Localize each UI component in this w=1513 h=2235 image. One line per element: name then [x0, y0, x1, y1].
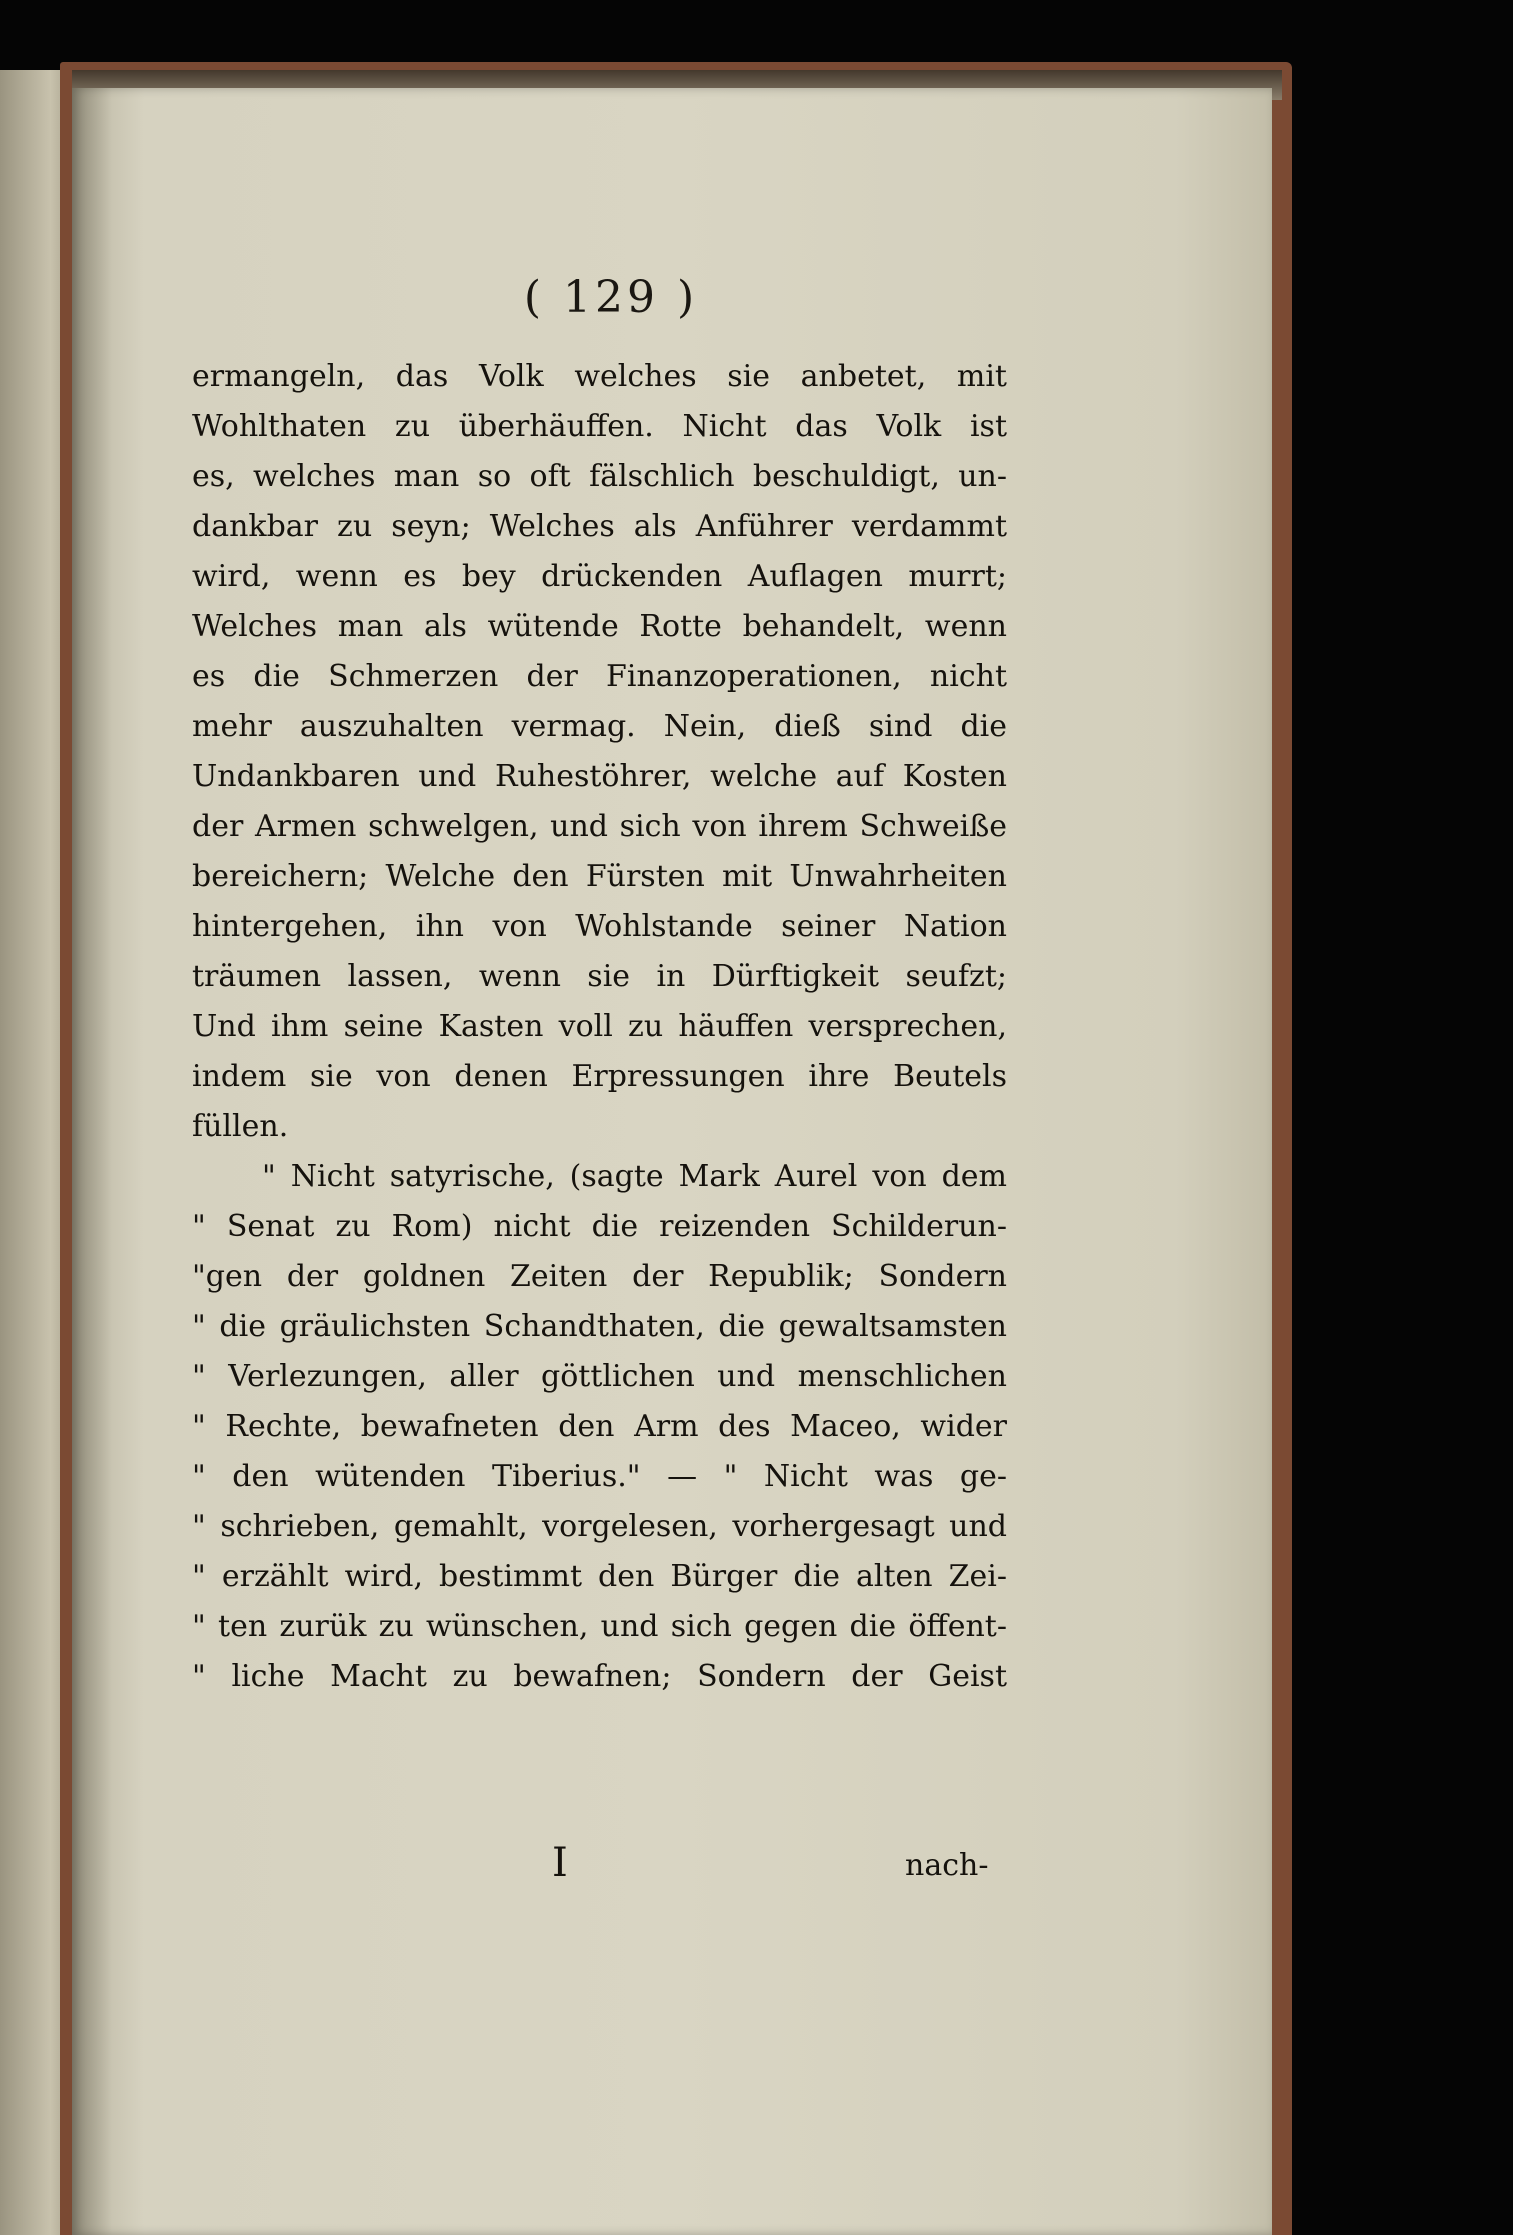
- quote-line: " liche Macht zu bewafnen; Sondern der Geist: [192, 1659, 1007, 1694]
- quote-line: "gen der goldnen Zeiten der Republik; Sondern: [192, 1259, 1007, 1294]
- text-line: Welches man als wütende Rotte behandelt, wenn: [192, 609, 1007, 644]
- text-line: indem sie von denen Erpressungen ihre Beutels: [192, 1059, 1007, 1094]
- text-line: hintergehen, ihn von Wohlstande seiner Nation: [192, 909, 1007, 944]
- quote-line: " ten zurük zu wünschen, und sich gegen die öffent-: [192, 1609, 1007, 1644]
- quote-line: " Senat zu Rom) nicht die reizenden Schilderun-: [192, 1209, 1007, 1244]
- text-line: träumen lassen, wenn sie in Dürftigkeit seufzt;: [192, 959, 1007, 994]
- quote-line: " die gräulichsten Schandthaten, die gewaltsamsten: [192, 1309, 1007, 1344]
- text-line: es die Schmerzen der Finanzoperationen, nicht: [192, 659, 1007, 694]
- catchword: nach-: [905, 1848, 989, 1883]
- text-line: wird, wenn es bey drückenden Auflagen murrt;: [192, 559, 1007, 594]
- quote-line: " Nicht satyrische, (sagte Mark Aurel von dem: [262, 1159, 1007, 1194]
- page-number: ( 129 ): [523, 272, 699, 323]
- text-line: ermangeln, das Volk welches sie anbetet, mit: [192, 359, 1007, 394]
- text-line: Wohlthaten zu überhäuffen. Nicht das Volk ist: [192, 409, 1007, 444]
- text-line: Undankbaren und Ruhestöhrer, welche auf Kosten: [192, 759, 1007, 794]
- text-line: Und ihm seine Kasten voll zu häuffen versprechen,: [192, 1009, 1007, 1044]
- quote-line: " erzählt wird, bestimmt den Bürger die alten Zei-: [192, 1559, 1007, 1594]
- text-line: es, welches man so oft fälschlich beschuldigt, un-: [192, 459, 1007, 494]
- body-text: [192, 352, 1007, 1702]
- text-line: dankbar zu seyn; Welches als Anführer verdammt: [192, 509, 1007, 544]
- gutter-shadow: [72, 88, 112, 2235]
- quote-line: " schrieben, gemahlt, vorgelesen, vorhergesagt und: [192, 1509, 1007, 1544]
- text-line: mehr auszuhalten vermag. Nein, dieß sind die: [192, 709, 1007, 744]
- signature-mark: I: [552, 1840, 568, 1886]
- quote-line: " den wütenden Tiberius." — " Nicht was ge-: [192, 1459, 1007, 1494]
- text-line: der Armen schwelgen, und sich von ihrem Schweiße: [192, 809, 1007, 844]
- text-line: bereichern; Welche den Fürsten mit Unwahrheiten: [192, 859, 1007, 894]
- quote-line: " Verlezungen, aller göttlichen und menschlichen: [192, 1359, 1007, 1394]
- text-line: füllen.: [192, 1109, 289, 1144]
- quote-line: " Rechte, bewafneten den Arm des Maceo, wider: [192, 1409, 1007, 1444]
